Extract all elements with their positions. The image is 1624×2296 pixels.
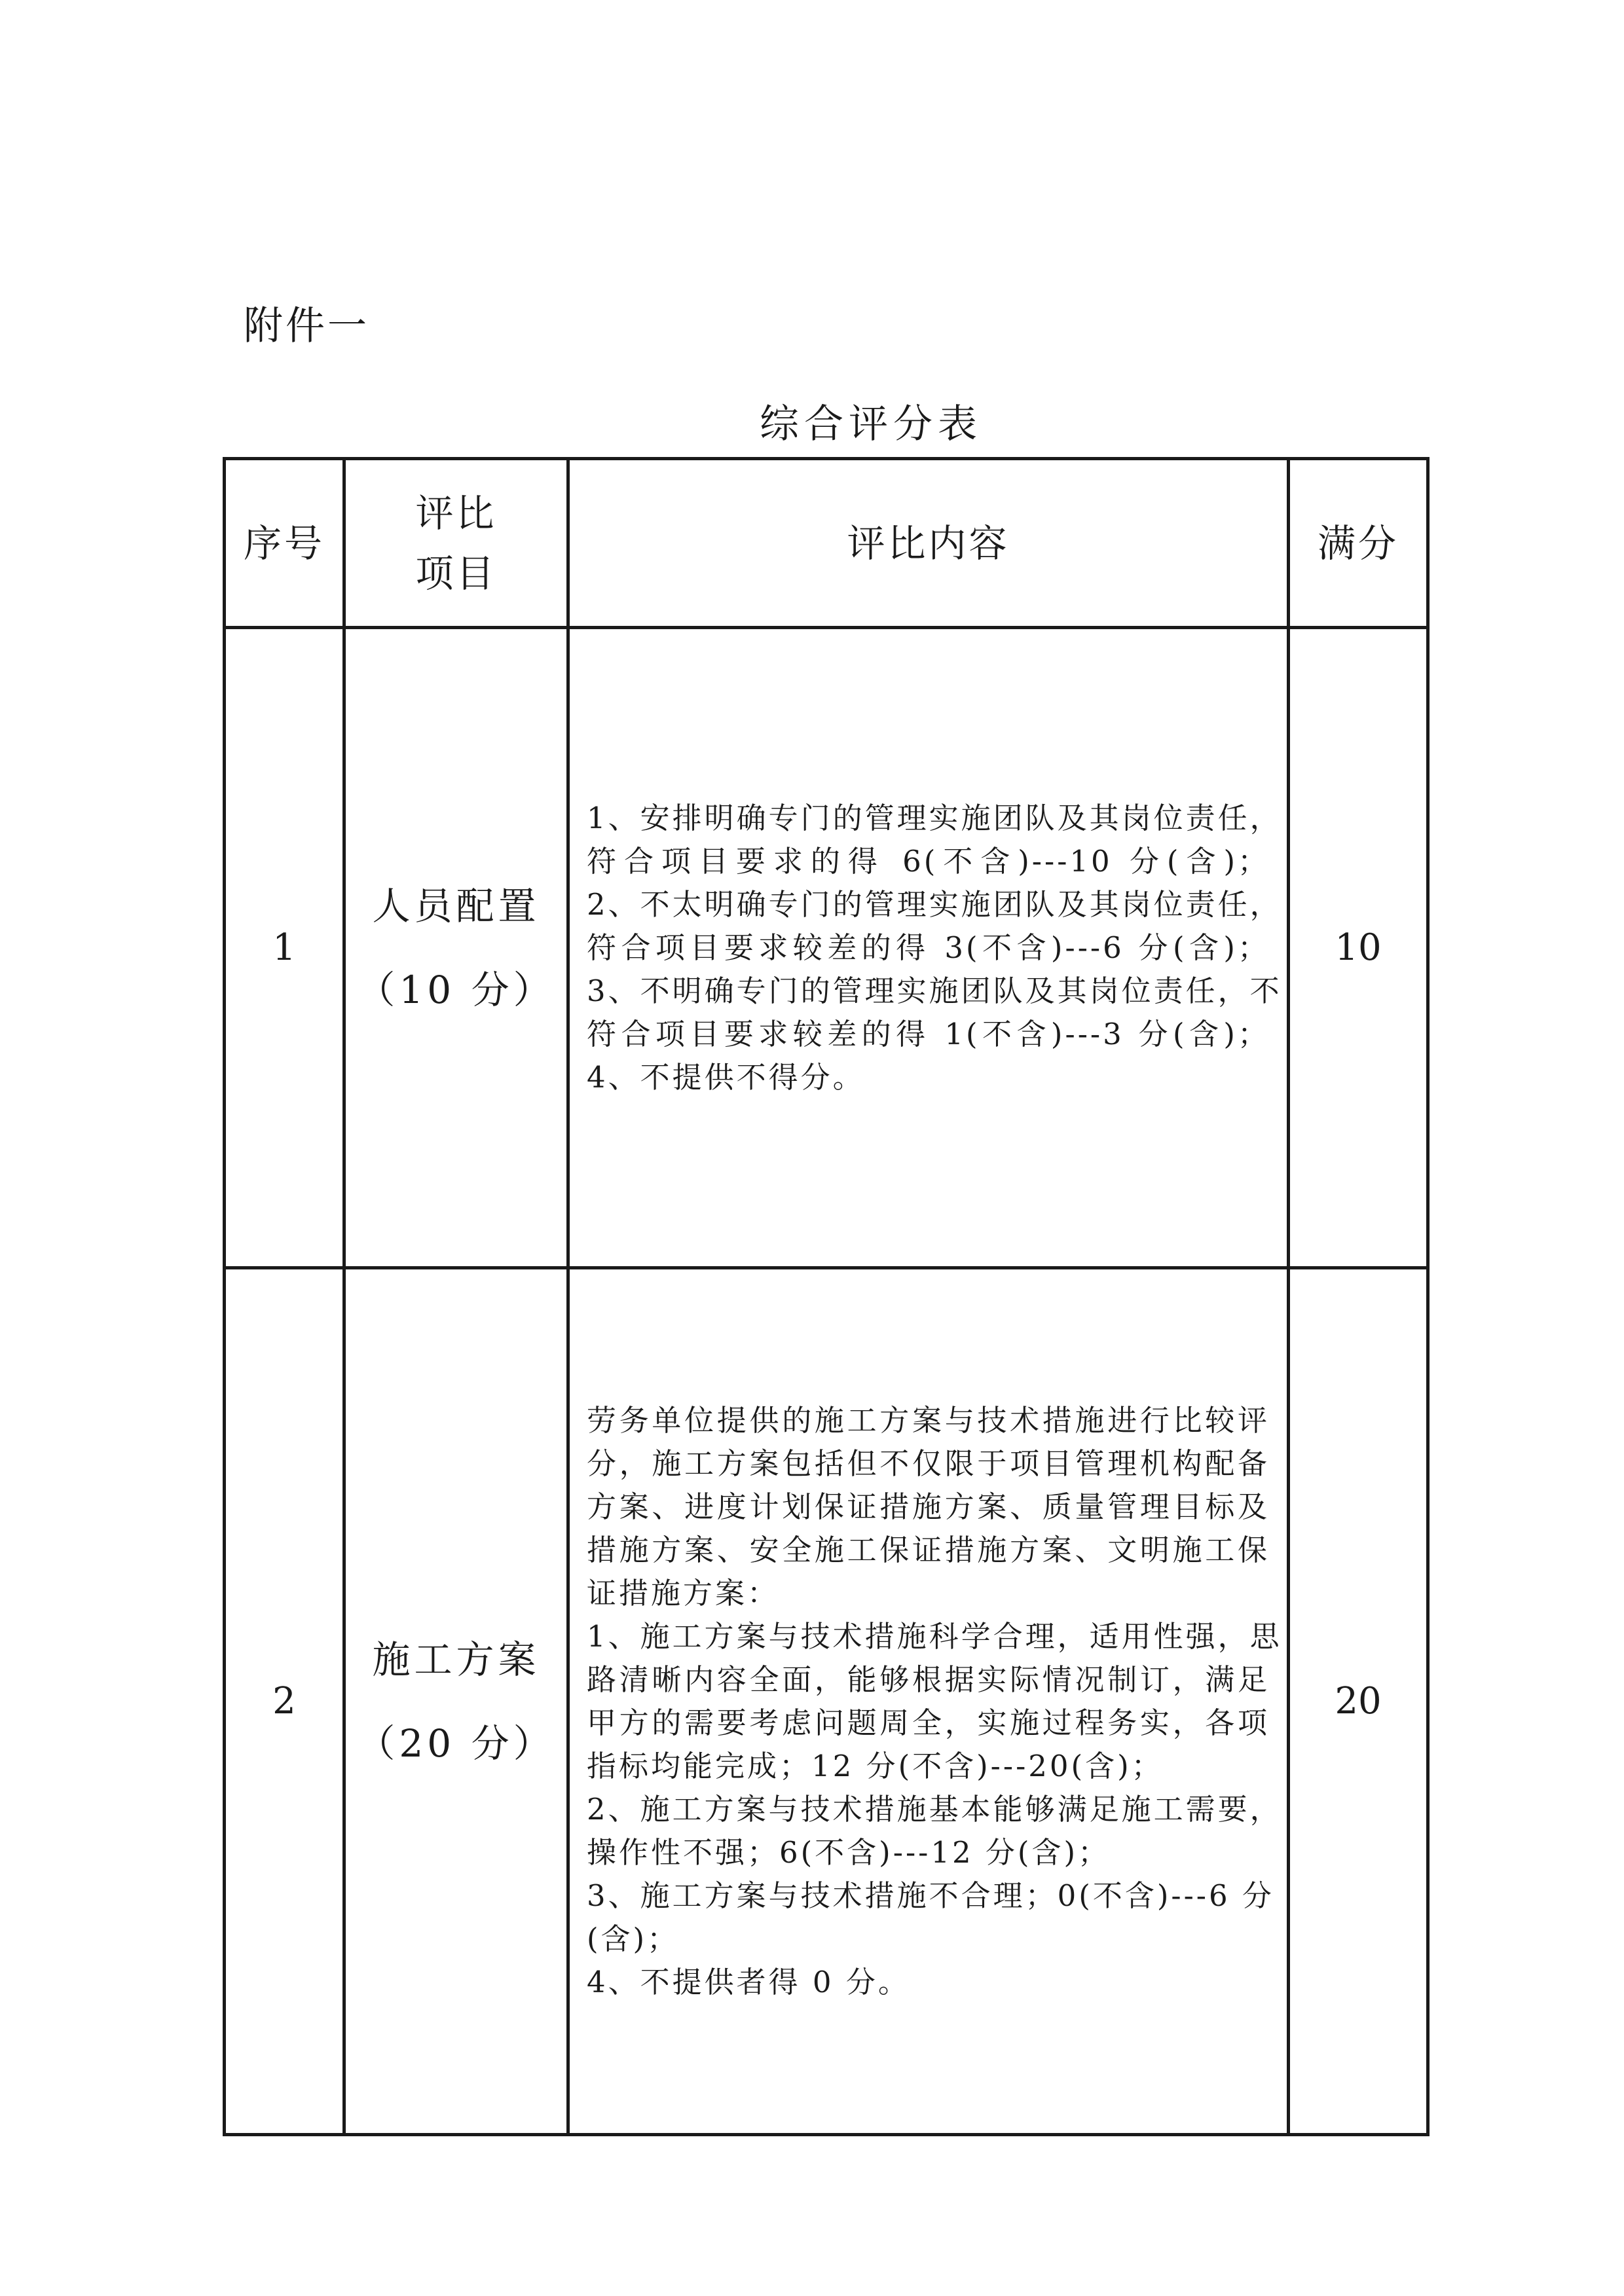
row-item-points: （10 分） [357, 967, 555, 1012]
score-table [223, 457, 1430, 2136]
content-line: 4、不提供不得分。 [587, 1059, 865, 1095]
content-line: (含)； [587, 1921, 680, 1956]
content-line: 1、施工方案与技术措施科学合理，适用性强，思 [587, 1618, 1282, 1654]
content-line: 操作性不强；6(不含)---12 分(含)； [587, 1834, 1111, 1870]
content-line: 劳务单位提供的施工方案与技术措施进行比较评 [587, 1402, 1270, 1438]
header-content: 评比内容 [568, 459, 1289, 628]
content-line: 2、不太明确专门的管理实施团队及其岗位责任， [587, 886, 1282, 922]
header-score: 满分 [1289, 459, 1428, 628]
row-content [568, 628, 1289, 1268]
content-line: 分，施工方案包括但不仅限于项目管理机构配备 [587, 1446, 1270, 1481]
content-line: 符合项目要求较差的得 1(不含)---3 分(含)； [587, 1016, 1270, 1051]
row-item-name: 施工方案 [372, 1637, 540, 1682]
content-line: 指标均能完成；12 分(不含)---20(含)； [587, 1748, 1164, 1783]
row-no: 2 [225, 1268, 344, 2135]
row-score: 10 [1289, 628, 1428, 1268]
content-line: 2、施工方案与技术措施基本能够满足施工需要， [587, 1791, 1282, 1827]
content-line: 甲方的需要考虑问题周全，实施过程务实，各项 [587, 1705, 1270, 1740]
table-title: 综合评分表 [760, 401, 982, 447]
content-line: 路清晰内容全面，能够根据实际情况制订，满足 [587, 1662, 1270, 1697]
row-item-points: （20 分） [357, 1721, 555, 1766]
row-item [344, 1268, 568, 2135]
content-line: 3、不明确专门的管理实施团队及其岗位责任，不 [587, 973, 1282, 1008]
table-row [225, 1268, 1428, 2135]
row-item-name: 人员配置 [372, 883, 540, 928]
row-no: 1 [225, 628, 344, 1268]
row-item [344, 628, 568, 1268]
table-row [225, 628, 1428, 1268]
content-line: 符合项目要求较差的得 3(不含)---6 分(含)； [587, 930, 1270, 965]
content-line: 3、施工方案与技术措施不合理；0(不含)---6 分 [587, 1878, 1274, 1913]
attachment-label: 附件一 [244, 303, 369, 349]
content-line: 4、不提供者得 0 分。 [587, 1964, 910, 1999]
content-line: 措施方案、安全施工保证措施方案、文明施工保 [587, 1532, 1270, 1567]
header-item-line1: 评比 [415, 490, 497, 536]
content-line: 方案、进度计划保证措施方案、质量管理目标及 [587, 1489, 1270, 1524]
content-line: 证措施方案： [587, 1575, 780, 1611]
table-header-row [225, 459, 1428, 628]
header-item [344, 459, 568, 628]
header-no: 序号 [225, 459, 344, 628]
header-item-line2: 项目 [415, 551, 497, 596]
row-content [568, 1268, 1289, 2135]
content-line: 符合项目要求的得 6(不含)---10 分(含)； [587, 843, 1270, 879]
content-line: 1、安排明确专门的管理实施团队及其岗位责任， [587, 800, 1282, 835]
row-score: 20 [1289, 1268, 1428, 2135]
